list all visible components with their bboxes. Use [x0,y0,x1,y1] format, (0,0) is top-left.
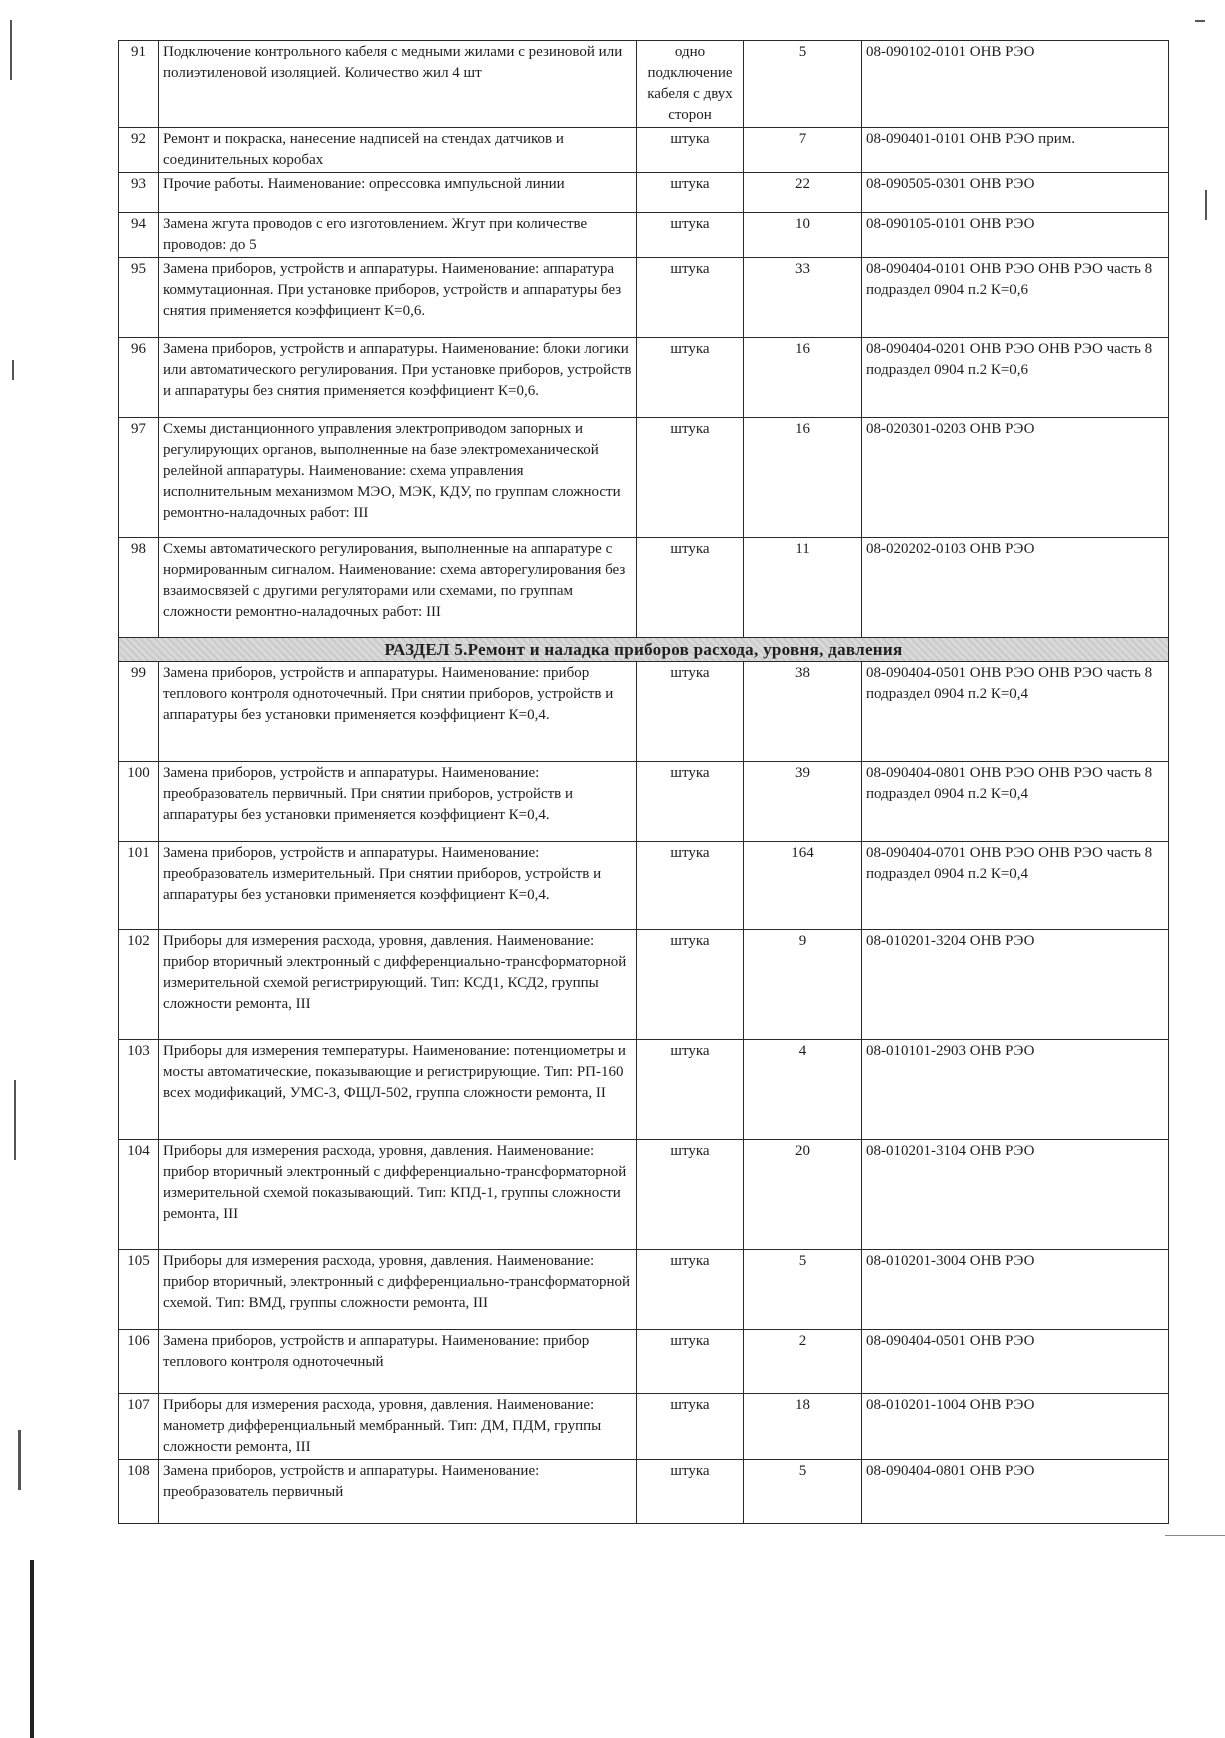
row-number: 103 [119,1040,159,1140]
section-header-row [119,638,1169,662]
row-quantity: 5 [744,41,862,128]
row-unit: штука [637,1250,744,1330]
row-unit: штука [637,1394,744,1460]
row-norm-code: 08-010201-3104 ОНВ РЭО [862,1140,1169,1250]
table-row [119,1330,1169,1394]
row-description: Замена жгута проводов с его изготовлением. Жгут при количестве проводов: до 5 [159,213,637,258]
row-norm-code: 08-090404-0201 ОНВ РЭО ОНВ РЭО часть 8 подраздел 0904 п.2 К=0,6 [862,338,1169,418]
row-unit: штука [637,1140,744,1250]
row-quantity: 4 [744,1040,862,1140]
row-description: Приборы для измерения расхода, уровня, давления. Наименование: прибор вторичный электронный с дифференциально-трансформаторной измерительной схемой регистрирующий. Тип: КСД1, КСД2, группы сложности ремонта, III [159,930,637,1040]
row-number: 94 [119,213,159,258]
row-quantity: 22 [744,173,862,213]
row-norm-code: 08-010201-1004 ОНВ РЭО [862,1394,1169,1460]
table-row [119,258,1169,338]
row-number: 102 [119,930,159,1040]
row-number: 105 [119,1250,159,1330]
table-row [119,842,1169,930]
row-quantity: 5 [744,1460,862,1524]
table-body-before [119,41,1169,638]
row-norm-code: 08-010201-3004 ОНВ РЭО [862,1250,1169,1330]
row-norm-code: 08-090105-0101 ОНВ РЭО [862,213,1169,258]
table-row [119,173,1169,213]
table-row [119,538,1169,638]
row-norm-code: 08-090404-0501 ОНВ РЭО ОНВ РЭО часть 8 подраздел 0904 п.2 К=0,4 [862,662,1169,762]
row-unit: штука [637,930,744,1040]
row-description: Замена приборов, устройств и аппаратуры. Наименование: аппаратура коммутационная. При установке приборов, устройств и аппаратуры без снятия применяется коэффициент К=0,6. [159,258,637,338]
table-row [119,418,1169,538]
row-unit: штука [637,842,744,930]
row-number: 91 [119,41,159,128]
row-description: Приборы для измерения расхода, уровня, давления. Наименование: манометр дифференциальный мембранный. Тип: ДМ, ПДМ, группы сложности ремонта, III [159,1394,637,1460]
estimate-table [118,40,1169,1524]
row-quantity: 20 [744,1140,862,1250]
row-norm-code: 08-090404-0101 ОНВ РЭО ОНВ РЭО часть 8 подраздел 0904 п.2 К=0,6 [862,258,1169,338]
row-norm-code: 08-090401-0101 ОНВ РЭО прим. [862,128,1169,173]
row-unit: штука [637,173,744,213]
row-number: 106 [119,1330,159,1394]
table-row [119,41,1169,128]
row-quantity: 16 [744,418,862,538]
row-description: Подключение контрольного кабеля с медными жилами с резиновой или полиэтиленовой изоляцией. Количество жил 4 шт [159,41,637,128]
row-norm-code: 08-090505-0301 ОНВ РЭО [862,173,1169,213]
section-5-title: РАЗДЕЛ 5.Ремонт и наладка приборов расхода, уровня, давления [119,638,1169,662]
row-quantity: 9 [744,930,862,1040]
row-description: Приборы для измерения расхода, уровня, давления. Наименование: прибор вторичный, электронный с дифференциально-трансформаторной схемой. Тип: ВМД, группы сложности ремонта, III [159,1250,637,1330]
row-number: 100 [119,762,159,842]
table-row [119,1040,1169,1140]
row-norm-code: 08-020202-0103 ОНВ РЭО [862,538,1169,638]
row-number: 97 [119,418,159,538]
row-unit: штука [637,1460,744,1524]
row-quantity: 7 [744,128,862,173]
row-quantity: 2 [744,1330,862,1394]
row-norm-code: 08-010101-2903 ОНВ РЭО [862,1040,1169,1140]
row-quantity: 16 [744,338,862,418]
table-row [119,213,1169,258]
row-unit: штука [637,662,744,762]
table-row [119,1460,1169,1524]
row-unit: штука [637,1330,744,1394]
section-header-group [119,638,1169,662]
table-row [119,128,1169,173]
scan-margin-right [1165,0,1225,1738]
table-row [119,338,1169,418]
row-description: Приборы для измерения расхода, уровня, давления. Наименование: прибор вторичный электронный с дифференциально-трансформаторной измерительной схемой показывающий. Тип: КПД-1, группы сложности ремонта, III [159,1140,637,1250]
row-description: Замена приборов, устройств и аппаратуры. Наименование: преобразователь измерительный. При снятии приборов, устройств и аппаратуры без установки применяется коэффициент К=0,4. [159,842,637,930]
row-description: Замена приборов, устройств и аппаратуры. Наименование: блоки логики или автоматического регулирования. При установке приборов, устройств и аппаратуры без снятия применяется коэффициент К=0,6. [159,338,637,418]
row-number: 92 [119,128,159,173]
table-row [119,1394,1169,1460]
table-row [119,762,1169,842]
table-row [119,662,1169,762]
row-unit: штука [637,258,744,338]
scan-margin-left [0,0,60,1738]
row-number: 101 [119,842,159,930]
row-description: Замена приборов, устройств и аппаратуры. Наименование: преобразователь первичный. При снятии приборов, устройств и аппаратуры без установки применяется коэффициент К=0,4. [159,762,637,842]
row-quantity: 38 [744,662,862,762]
row-quantity: 11 [744,538,862,638]
row-quantity: 18 [744,1394,862,1460]
row-norm-code: 08-090102-0101 ОНВ РЭО [862,41,1169,128]
table-row [119,1140,1169,1250]
row-norm-code: 08-090404-0801 ОНВ РЭО ОНВ РЭО часть 8 подраздел 0904 п.2 К=0,4 [862,762,1169,842]
row-number: 98 [119,538,159,638]
row-norm-code: 08-090404-0801 ОНВ РЭО [862,1460,1169,1524]
row-norm-code: 08-010201-3204 ОНВ РЭО [862,930,1169,1040]
row-number: 93 [119,173,159,213]
row-unit: штука [637,538,744,638]
row-number: 107 [119,1394,159,1460]
row-unit: штука [637,338,744,418]
row-description: Замена приборов, устройств и аппаратуры. Наименование: прибор теплового контроля одноточечный. При снятии приборов, устройств и аппаратуры без установки применяется коэффициент К=0,4. [159,662,637,762]
row-description: Схемы автоматического регулирования, выполненные на аппаратуре с нормированным сигналом. Наименование: схема авторегулирования без взаимосвязей с другими регуляторами или схемами, по группам сложности ремонтно-наладочных работ: III [159,538,637,638]
row-quantity: 164 [744,842,862,930]
row-quantity: 5 [744,1250,862,1330]
table-row [119,1250,1169,1330]
row-quantity: 33 [744,258,862,338]
row-unit: штука [637,762,744,842]
row-description: Замена приборов, устройств и аппаратуры. Наименование: преобразователь первичный [159,1460,637,1524]
row-quantity: 39 [744,762,862,842]
row-unit: одно подключение кабеля с двух сторон [637,41,744,128]
row-norm-code: 08-090404-0501 ОНВ РЭО [862,1330,1169,1394]
row-description: Приборы для измерения температуры. Наименование: потенциометры и мосты автоматические, показывающие и регистрирующие. Тип: РП-160 всех модификаций, УМС-3, ФЩЛ-502, группа сложности ремонта, II [159,1040,637,1140]
row-description: Схемы дистанционного управления электроприводом запорных и регулирующих органов, выполненные на базе электромеханической релейной аппаратуры. Наименование: схема управления исполнительным механизмом МЭО, МЭК, КДУ, по группам сложности ремонтно-наладочных работ: III [159,418,637,538]
row-description: Замена приборов, устройств и аппаратуры. Наименование: прибор теплового контроля одноточечный [159,1330,637,1394]
row-number: 95 [119,258,159,338]
row-unit: штука [637,418,744,538]
row-description: Ремонт и покраска, нанесение надписей на стендах датчиков и соединительных коробах [159,128,637,173]
row-norm-code: 08-090404-0701 ОНВ РЭО ОНВ РЭО часть 8 подраздел 0904 п.2 К=0,4 [862,842,1169,930]
row-quantity: 10 [744,213,862,258]
table-body-after [119,662,1169,1524]
row-norm-code: 08-020301-0203 ОНВ РЭО [862,418,1169,538]
row-description: Прочие работы. Наименование: опрессовка импульсной линии [159,173,637,213]
row-unit: штука [637,1040,744,1140]
row-number: 108 [119,1460,159,1524]
row-number: 104 [119,1140,159,1250]
row-unit: штука [637,213,744,258]
row-unit: штука [637,128,744,173]
table-row [119,930,1169,1040]
row-number: 96 [119,338,159,418]
row-number: 99 [119,662,159,762]
